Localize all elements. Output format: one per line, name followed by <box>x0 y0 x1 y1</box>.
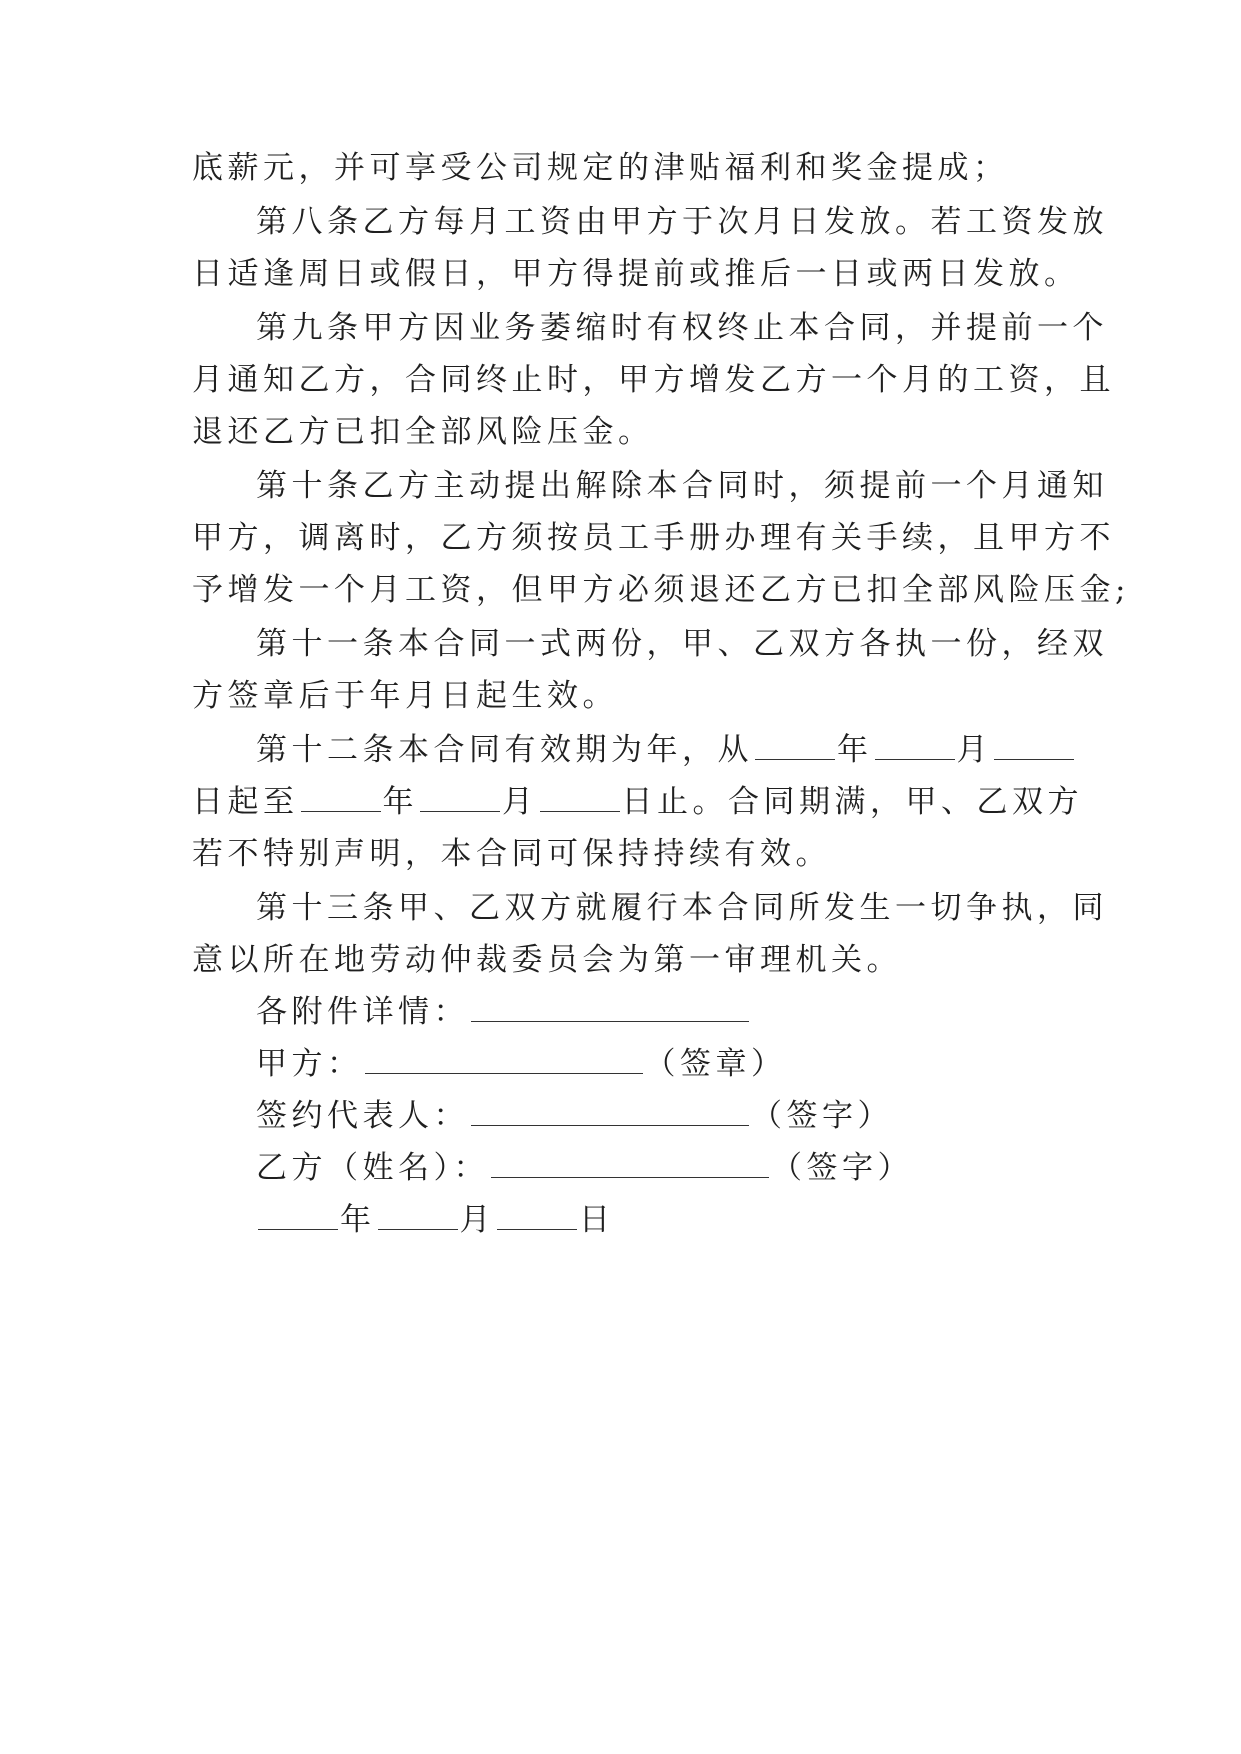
year-label: 年 <box>382 784 418 820</box>
month-label: 月 <box>502 784 538 820</box>
end-month-blank[interactable] <box>420 781 500 812</box>
start-month-blank[interactable] <box>875 729 955 760</box>
clause-8-line-1: 第八条乙方每月工资由甲方于次月日发放。若工资发放 <box>256 204 1108 240</box>
clause-13-line-2: 意以所在地劳动仲裁委员会为第一审理机关。 <box>192 942 902 978</box>
clause-11-line-2: 方签章后于年月日起生效。 <box>192 678 618 714</box>
clause-8-line-2: 日适逢周日或假日，甲方得提前或推后一日或两日发放。 <box>192 256 1080 292</box>
date-row <box>256 1198 615 1242</box>
clause-9-line-3: 退还乙方已扣全部风险压金。 <box>192 414 654 450</box>
date-year-label: 年 <box>340 1202 376 1238</box>
party-a-row <box>256 1042 787 1086</box>
month-label: 月 <box>956 732 992 768</box>
party-b-label: 乙方（姓名）： <box>256 1150 489 1186</box>
date-day-blank[interactable] <box>497 1199 577 1230</box>
clause-11-line-1: 第十一条本合同一式两份，甲、乙双方各执一份，经双 <box>256 626 1108 662</box>
party-b-blank[interactable] <box>491 1147 769 1178</box>
representative-label: 签约代表人： <box>256 1098 469 1134</box>
date-year-blank[interactable] <box>258 1199 338 1230</box>
text-line-1: 底薪元，并可享受公司规定的津贴福利和奖金提成； <box>192 150 1009 186</box>
attachments-row <box>256 990 751 1034</box>
clause-12-line-3: 若不特别声明，本合同可保持持续有效。 <box>192 836 831 872</box>
clause-12-line-2 <box>192 780 1083 824</box>
attachments-label: 各附件详情： <box>256 994 469 1030</box>
party-b-row <box>256 1146 913 1190</box>
party-a-blank[interactable] <box>365 1043 643 1074</box>
clause-9-line-1: 第九条甲方因业务萎缩时有权终止本合同，并提前一个 <box>256 310 1108 346</box>
end-year-blank[interactable] <box>301 781 381 812</box>
clause-10-line-1: 第十条乙方主动提出解除本合同时，须提前一个月通知 <box>256 468 1108 504</box>
year-label: 年 <box>837 732 873 768</box>
sign-note: （签字） <box>751 1098 893 1134</box>
sign-note: （签字） <box>771 1150 913 1186</box>
clause-12-end-text: 日止。合同期满，甲、乙双方 <box>621 784 1083 820</box>
clause-12-text: 第十二条本合同有效期为年，从 <box>256 732 753 768</box>
attachments-blank[interactable] <box>471 991 749 1022</box>
date-day-label: 日 <box>579 1202 615 1238</box>
clause-9-line-2: 月通知乙方，合同终止时，甲方增发乙方一个月的工资，且 <box>192 362 1115 398</box>
representative-row <box>256 1094 893 1138</box>
end-day-blank[interactable] <box>540 781 620 812</box>
seal-note: （签章） <box>644 1046 787 1082</box>
date-month-label: 月 <box>459 1202 495 1238</box>
day-start-text: 日起至 <box>192 784 299 820</box>
date-month-blank[interactable] <box>378 1199 458 1230</box>
clause-13-line-1: 第十三条甲、乙双方就履行本合同所发生一切争执，同 <box>256 890 1108 926</box>
party-a-label: 甲方： <box>256 1046 363 1082</box>
representative-blank[interactable] <box>471 1095 749 1126</box>
clause-10-line-3: 予增发一个月工资，但甲方必须退还乙方已扣全部风险压金; <box>192 572 1130 608</box>
start-day-blank[interactable] <box>994 729 1074 760</box>
start-year-blank[interactable] <box>755 729 835 760</box>
clause-12-line-1 <box>256 728 1076 772</box>
clause-10-line-2: 甲方，调离时，乙方须按员工手册办理有关手续，且甲方不 <box>192 520 1115 556</box>
